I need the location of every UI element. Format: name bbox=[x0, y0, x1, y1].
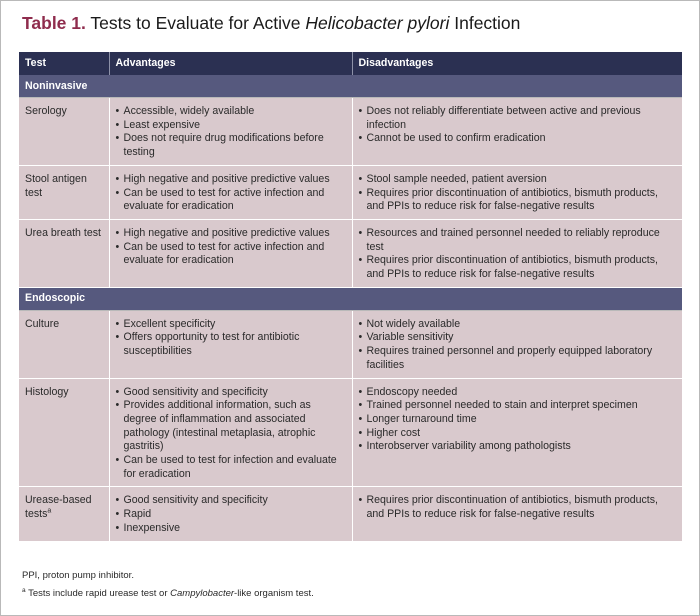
disadvantage-item: • Higher cost bbox=[359, 427, 678, 441]
disadvantage-list bbox=[359, 318, 678, 373]
disadvantage-list bbox=[359, 105, 678, 146]
advantage-list bbox=[116, 318, 347, 359]
column-header-disadvantages: Disadvantages bbox=[352, 52, 682, 75]
table-title bbox=[22, 13, 520, 34]
test-name: Urea breath test bbox=[25, 226, 101, 239]
disadvantage-list bbox=[359, 494, 678, 521]
advantage-list bbox=[116, 173, 347, 214]
table-row bbox=[19, 165, 682, 219]
advantage-item: • Rapid bbox=[116, 508, 347, 522]
header-row bbox=[19, 52, 682, 75]
title-italic: Helicobacter pylori bbox=[305, 13, 450, 33]
advantage-item: • Offers opportunity to test for antibiotic susceptibilities bbox=[116, 331, 347, 358]
test-name: Stool antigen test bbox=[25, 172, 87, 199]
table-number: Table 1. bbox=[22, 13, 86, 33]
disadvantage-item: • Requires prior discontinuation of antibiotics, bismuth products, and PPIs to reduce risk for false-negative results bbox=[359, 254, 678, 281]
disadvantage-item: • Stool sample needed, patient aversion bbox=[359, 173, 678, 187]
test-cell bbox=[19, 219, 109, 287]
test-name: Histology bbox=[25, 385, 69, 398]
advantage-item: • Least expensive bbox=[116, 119, 347, 133]
advantages-cell bbox=[109, 487, 352, 541]
advantage-item: • Accessible, widely available bbox=[116, 105, 347, 119]
advantages-cell bbox=[109, 378, 352, 487]
test-cell bbox=[19, 487, 109, 541]
disadvantage-item: • Requires prior discontinuation of antibiotics, bismuth products, and PPIs to reduce risk for false-negative results bbox=[359, 494, 678, 521]
advantages-cell bbox=[109, 165, 352, 219]
advantage-item: • High negative and positive predictive values bbox=[116, 227, 347, 241]
table-row bbox=[19, 219, 682, 287]
disadvantage-item: • Longer turnaround time bbox=[359, 413, 678, 427]
test-name: Culture bbox=[25, 317, 60, 330]
advantage-item: • High negative and positive predictive values bbox=[116, 173, 347, 187]
title-suffix: Infection bbox=[454, 13, 521, 33]
disadvantage-list bbox=[359, 173, 678, 214]
test-name: Urease-based tests bbox=[25, 494, 92, 521]
disadvantage-item: • Does not reliably differentiate between active and previous infection bbox=[359, 105, 678, 132]
footnote-a-marker: a bbox=[22, 587, 26, 594]
advantage-list bbox=[116, 105, 347, 160]
test-name: Serology bbox=[25, 105, 67, 117]
disadvantages-cell bbox=[352, 378, 682, 487]
disadvantage-item: • Interobserver variability among pathologists bbox=[359, 440, 678, 454]
table-row bbox=[19, 487, 682, 541]
disadvantage-item: • Trained personnel needed to stain and interpret specimen bbox=[359, 399, 678, 413]
title-prefix: Tests to Evaluate for Active bbox=[90, 13, 301, 33]
advantage-item: • Provides additional information, such as degree of inflammation and associated pathology (intestinal metaplasia, atrophic gastritis) bbox=[116, 399, 347, 454]
column-header-advantages: Advantages bbox=[109, 52, 352, 75]
table-row bbox=[19, 98, 682, 166]
section-row bbox=[19, 75, 682, 98]
test-cell bbox=[19, 310, 109, 378]
advantage-item: • Good sensitivity and specificity bbox=[116, 494, 347, 508]
disadvantages-cell bbox=[352, 165, 682, 219]
advantage-item: • Can be used to test for active infection and evaluate for eradication bbox=[116, 187, 347, 214]
disadvantage-item: • Not widely available bbox=[359, 318, 678, 332]
disadvantage-item: • Requires prior discontinuation of antibiotics, bismuth products, and PPIs to reduce risk for false-negative results bbox=[359, 187, 678, 214]
advantage-item: • Can be used to test for infection and evaluate for eradication bbox=[116, 454, 347, 481]
test-cell bbox=[19, 378, 109, 487]
disadvantage-item: • Endoscopy needed bbox=[359, 386, 678, 400]
section-row bbox=[19, 287, 682, 310]
table-body bbox=[19, 75, 682, 541]
disadvantage-item: • Resources and trained personnel needed to reliably reproduce test bbox=[359, 227, 678, 254]
advantages-cell bbox=[109, 219, 352, 287]
table-row bbox=[19, 378, 682, 487]
advantage-list bbox=[116, 227, 347, 268]
disadvantages-cell bbox=[352, 98, 682, 166]
disadvantages-cell bbox=[352, 219, 682, 287]
advantage-item: • Can be used to test for active infection and evaluate for eradication bbox=[116, 241, 347, 268]
footnote-a-prefix: Tests include rapid urease test or bbox=[28, 588, 168, 600]
section-label: Noninvasive bbox=[19, 75, 682, 98]
advantages-cell bbox=[109, 310, 352, 378]
test-cell bbox=[19, 165, 109, 219]
disadvantage-item: • Variable sensitivity bbox=[359, 331, 678, 345]
advantage-list bbox=[116, 494, 347, 535]
advantages-cell bbox=[109, 98, 352, 166]
advantage-item: • Does not require drug modifications before testing bbox=[116, 132, 347, 159]
section-label: Endoscopic bbox=[19, 287, 682, 310]
column-header-test: Test bbox=[19, 52, 109, 75]
footnote-a-suffix: -like organism test. bbox=[234, 588, 314, 600]
comparison-table bbox=[19, 52, 682, 542]
advantage-list bbox=[116, 386, 347, 482]
disadvantage-item: • Cannot be used to confirm eradication bbox=[359, 132, 678, 146]
disadvantages-cell bbox=[352, 487, 682, 541]
footnote-a-italic: Campylobacter bbox=[170, 588, 235, 600]
advantage-item: • Inexpensive bbox=[116, 522, 347, 536]
disadvantage-item: • Requires trained personnel and properly equipped laboratory facilities bbox=[359, 345, 678, 372]
disadvantage-list bbox=[359, 227, 678, 282]
advantage-item: • Good sensitivity and specificity bbox=[116, 386, 347, 400]
advantage-item: • Excellent specificity bbox=[116, 318, 347, 332]
footnote-marker: a bbox=[47, 507, 52, 515]
disadvantage-list bbox=[359, 386, 678, 455]
table-row bbox=[19, 310, 682, 378]
disadvantages-cell bbox=[352, 310, 682, 378]
test-cell bbox=[19, 98, 109, 166]
footnote-a bbox=[22, 587, 314, 599]
footnote-ppi: PPI, proton pump inhibitor. bbox=[22, 570, 134, 581]
